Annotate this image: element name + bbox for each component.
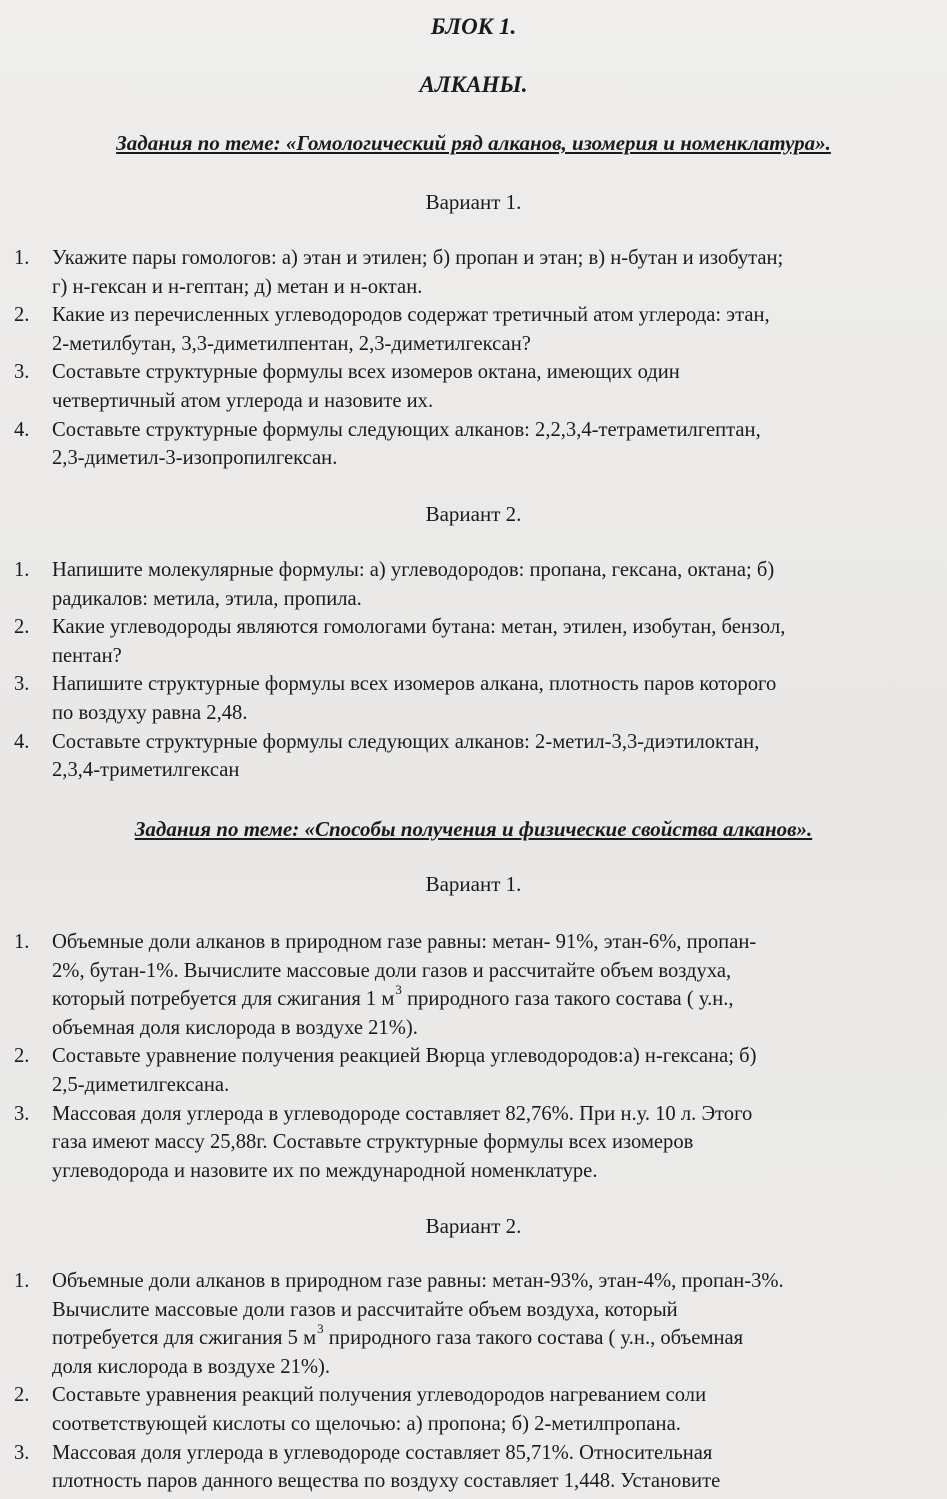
topic-2-variant-1-tasks xyxy=(14,928,942,1185)
topic-2-variant-2-tasks xyxy=(14,1267,942,1496)
block-title: БЛОК 1. xyxy=(430,14,517,39)
topic-1-variant-1-tasks xyxy=(14,244,942,473)
section-title: АЛКАНЫ. xyxy=(419,72,528,97)
task-item: 1. Напишите молекулярные формулы: а) углеводородов: пропана, гексана, октана; б) радикалов: метила, этила, пропила. xyxy=(14,559,775,610)
task-item: 2. Составьте уравнения реакций получения углеводородов нагреванием соли соответствующей кислоты со щелочью: а) пропона; б) 2-метилпропана. xyxy=(14,1384,707,1435)
task-item: 1. Объемные доли алканов в природном газе равны: метан-93%, этан-4%, пропан-3%. Вычислите массовые доли газов и рассчитайте объем воздуха, который потребуется для сжигания 5 $м^3$ природного газа такого состава ( у.н., объемная доля кислорода в воздухе 21%). xyxy=(14,1270,784,1378)
topic-2-title: Задания по теме: «Способы получения и физические свойства алканов». xyxy=(134,817,813,841)
topic-1-title: Задания по теме: «Гомологический ряд алканов, изомерия и номенклатура». xyxy=(116,131,831,155)
task-item: 1. Укажите пары гомологов: а) этан и этилен; б) пропан и этан; в) н-бутан и изобутан; г) н-гексан и н-гептан; д) метан и н-октан. xyxy=(14,247,784,298)
task-item: 3. Напишите структурные формулы всех изомеров алкана, плотность паров которого по воздуху равна 2,48. xyxy=(14,673,777,724)
task-item: 3. Составьте структурные формулы всех изомеров октана, имеющих один четвертичный атом углерода и назовите их. xyxy=(14,361,680,412)
task-item: 2. Какие углеводороды являются гомологами бутана: метан, этилен, изобутан, бензол, пентан? xyxy=(14,616,786,667)
task-item: 4. Составьте структурные формулы следующих алканов: 2,2,3,4-тетраметилгептан, 2,3-диметил-3-изопропилгексан. xyxy=(14,418,761,470)
topic-2-variant-1-label: Вариант 1. xyxy=(425,872,522,896)
task-item: 2. Составьте уравнение получения реакцией Вюрца углеводородов:а) н-гексана; б) 2,5-диметилгексана. xyxy=(14,1045,757,1096)
task-item: 4. Составьте структурные формулы следующих алканов: 2-метил-3,3-диэтилоктан, 2,3,4-триметилгексан xyxy=(14,730,760,782)
task-item: 3. Массовая доля углерода в углеводороде составляет 82,76%. При н.у. 10 л. Этого газа имеют массу 25,88г. Составьте структурные формулы всех изомеров углеводорода и назовите их по международной номенклатуре. xyxy=(14,1102,753,1182)
topic-1-variant-1-label: Вариант 1. xyxy=(425,190,522,214)
task-item: 3. Массовая доля углерода в углеводороде составляет 85,71%. Относительная плотность паров данного вещества по воздуху составляет 1,448. Установите xyxy=(14,1441,721,1493)
topic-1-variant-2-tasks xyxy=(14,556,942,785)
topic-2-variant-2-label: Вариант 2. xyxy=(425,1214,522,1238)
task-item: 1. Объемные доли алканов в природном газе равны: метан- 91%, этан-6%, пропан- 2%, бутан-1%. Вычислите массовые доли газов и рассчитайте объем воздуха, который потребуется для сжигания 1 $м^3$ природного газа такого состава ( у.н., объемная доля кислорода в воздухе 21%). xyxy=(14,931,757,1039)
task-item: 2. Какие из перечисленных углеводородов содержат третичный атом углерода: этан, 2-метилбутан, 3,3-диметилпентан, 2,3-диметилгексан? xyxy=(14,304,770,355)
topic-1-variant-2-label: Вариант 2. xyxy=(425,502,522,526)
